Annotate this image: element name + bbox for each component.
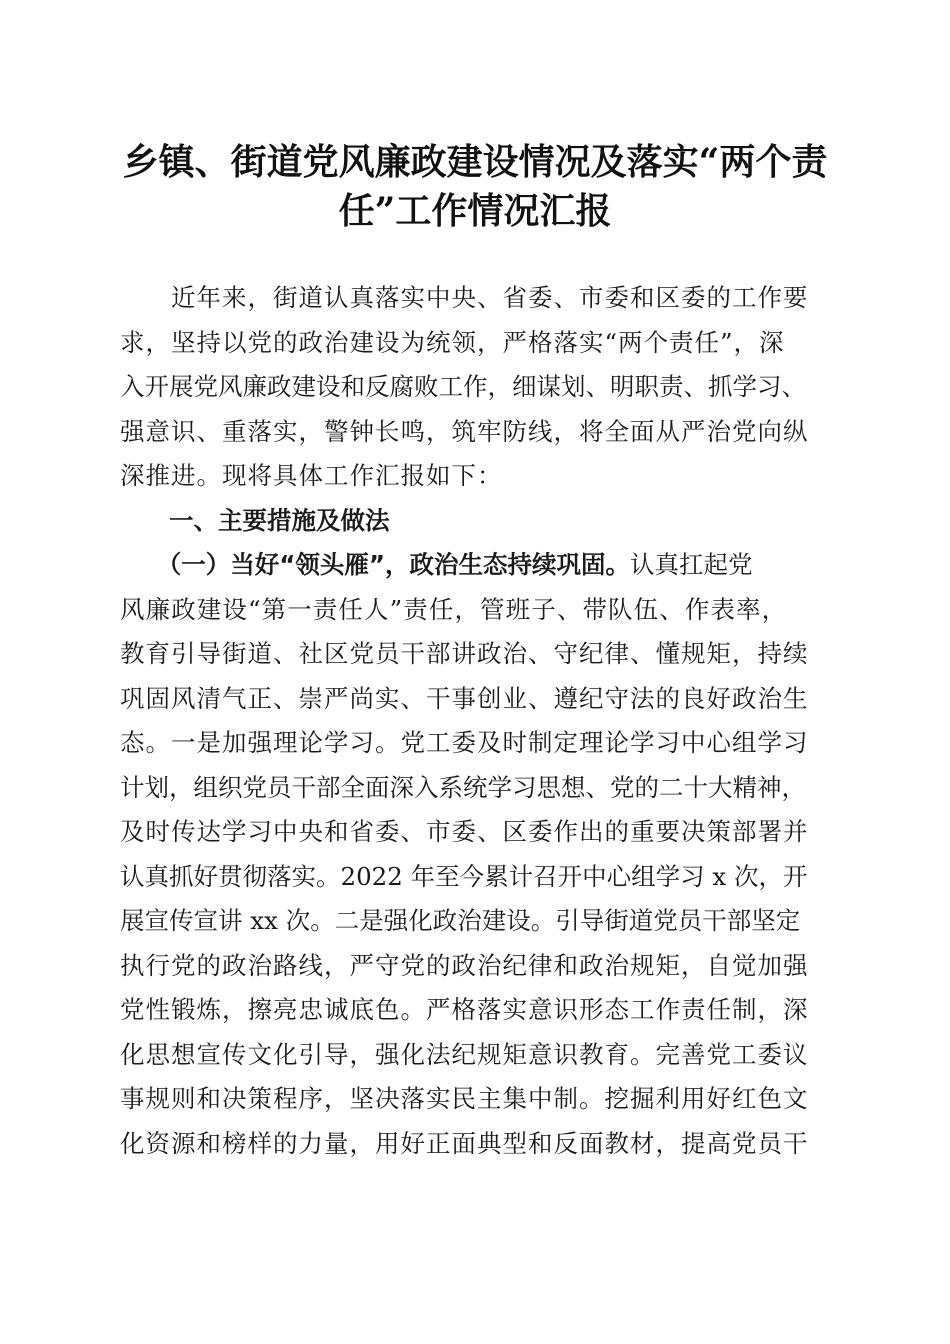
paragraph-line: 化思想宣传文化引导，强化法纪规矩意识教育。完善党工委议 [120, 1039, 809, 1069]
intro-line-1: 近年来，街道认真落实中央、省委、市委和区委的工作要 [120, 283, 809, 312]
intro-line-2: 求，坚持以党的政治建设为统领，严格落实“两个责任”，深 [120, 327, 785, 357]
paragraph-line: 态。一是加强理论学习。党工委及时制定理论学习中心组学习 [120, 728, 809, 757]
paragraph-line: 展宣传宣讲 xx 次。二是强化政治建设。引导街道党员干部坚定 [120, 906, 801, 935]
title-line-2: 任”工作情况汇报 [338, 190, 612, 232]
paragraph-first-line [120, 543, 845, 588]
paragraph-first-tail: 认真扛起党 [629, 550, 753, 579]
paragraph-line: 党性锻炼，擦亮忠诚底色。严格落实意识形态工作责任制，深 [120, 995, 809, 1024]
paragraph-line: 执行党的政治路线，严守党的政治纪律和政治规矩，自觉加强 [120, 950, 809, 980]
intro-line-4: 强意识、重落实，警钟长鸣，筑牢防线，将全面从严治党向纵 [120, 416, 809, 446]
paragraph-line: 风廉政建设“第一责任人”责任，管班子、带队伍、作表率， [120, 594, 788, 624]
sub-heading: （一）当好“领头雁”，政治生态持续巩固。 [120, 550, 630, 579]
document-body [120, 276, 845, 1166]
paragraph-line: 化资源和榜样的力量，用好正面典型和反面教材，提高党员干 [120, 1128, 809, 1158]
paragraph-line: 认真抓好贯彻落实。2022 年至今累计召开中心组学习 x 次，开 [120, 861, 808, 891]
intro-line-5: 深推进。现将具体工作汇报如下： [120, 461, 503, 490]
title-line-1: 乡镇、街道党风廉政建设情况及落实“两个责 [122, 141, 828, 183]
paragraph-line: 及时传达学习中央和省委、市委、区委作出的重要决策部署并 [120, 817, 809, 846]
document-title [110, 138, 840, 236]
intro-line-3: 入开展党风廉政建设和反腐败工作，细谋划、明职责、抓学习、 [120, 372, 806, 401]
section-heading: 一、主要措施及做法 [120, 505, 390, 535]
paragraph-line: 计划，组织党员干部全面深入系统学习思想、党的二十大精神， [120, 772, 806, 802]
paragraph-line: 巩固风清气正、崇严尚实、干事创业、遵纪守法的良好政治生 [120, 683, 809, 713]
paragraph-line: 事规则和决策程序，坚决落实民主集中制。挖掘利用好红色文 [120, 1084, 809, 1113]
paragraph-line: 教育引导街道、社区党员干部讲政治、守纪律、懂规矩，持续 [120, 639, 809, 668]
